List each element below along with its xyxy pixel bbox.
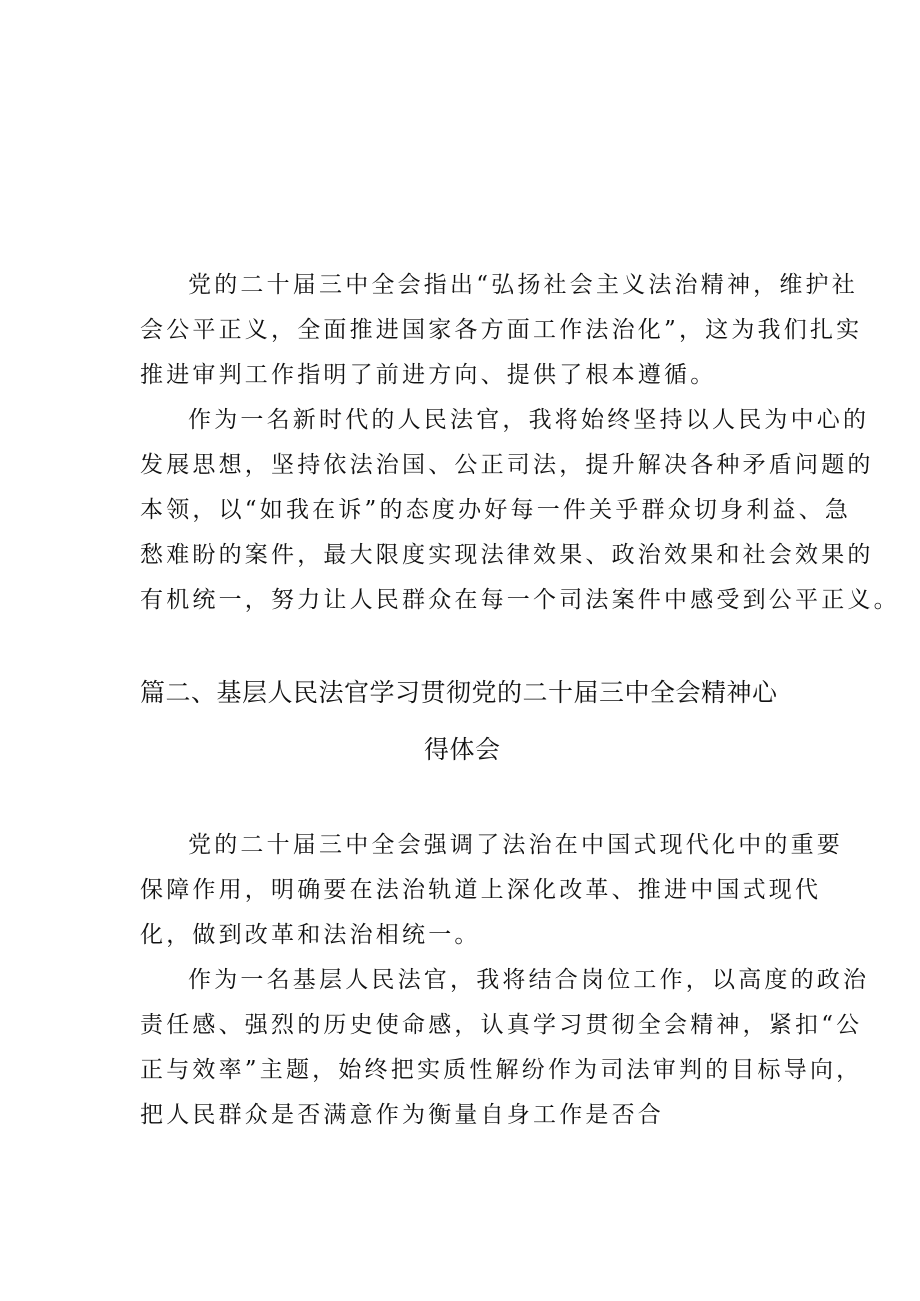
- paragraph-line: 保障作用，明确要在法治轨道上深化改革、推进中国式现代: [140, 877, 822, 903]
- paragraph-line: 作为一名基层人民法官，我将结合岗位工作，以高度的政治: [188, 967, 870, 993]
- paragraph-line: 正与效率”主题，始终把实质性解纷作为司法审判的目标导向，: [140, 1057, 863, 1083]
- section-title: 篇二、基层人民法官学习贯彻党的二十届三中全会精神心: [140, 678, 778, 707]
- paragraph-line: 党的二十届三中全会指出“弘扬社会主义法治精神，维护社: [188, 272, 858, 298]
- paragraph-line: 本领，以“如我在诉”的态度办好每一件关乎群众切身利益、急: [140, 497, 852, 523]
- paragraph-line: 化，做到改革和法治相统一。: [140, 922, 481, 948]
- paragraph-line: 推进审判工作指明了前进方向、提供了根本遵循。: [140, 362, 717, 388]
- paragraph-line: 把人民群众是否满意作为衡量自身工作是否合: [140, 1102, 664, 1128]
- paragraph-line: 愁难盼的案件，最大限度实现法律效果、政治效果和社会效果的: [140, 542, 874, 568]
- paragraph-line: 党的二十届三中全会强调了法治在中国式现代化中的重要: [188, 832, 843, 858]
- paragraph-line: 会公平正义，全面推进国家各方面工作法治化”，这为我们扎实: [140, 317, 863, 343]
- paragraph-line: 责任感、强烈的历史使命感，认真学习贯彻全会精神，紧扣“公: [140, 1012, 863, 1038]
- paragraph-line: 有机统一，努力让人民群众在每一个司法案件中感受到公平正义。: [140, 587, 900, 613]
- paragraph-line: 作为一名新时代的人民法官，我将始终坚持以人民为中心的: [188, 407, 870, 433]
- section-title-continued: 得体会: [424, 735, 501, 764]
- paragraph-line: 发展思想，坚持依法治国、公正司法，提升解决各种矛盾问题的: [140, 452, 874, 478]
